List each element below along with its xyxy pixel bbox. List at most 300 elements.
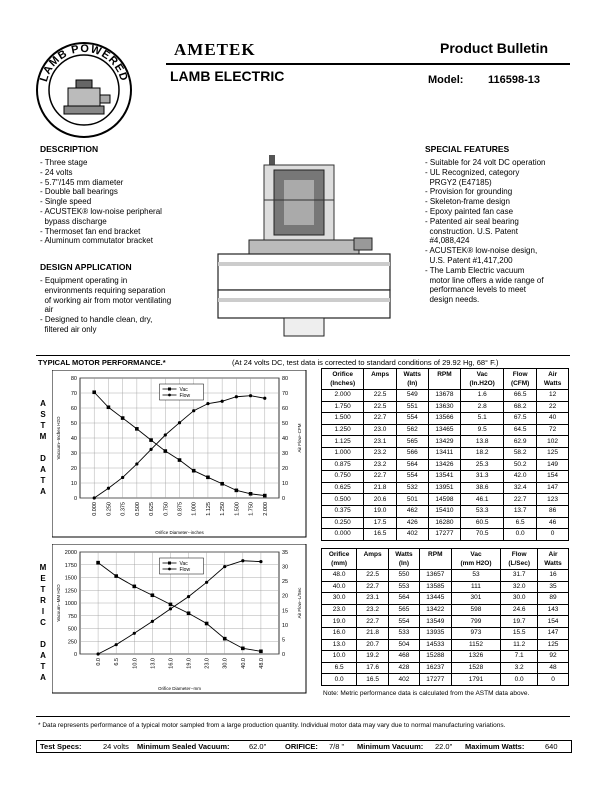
vertical-letter: A <box>40 673 46 682</box>
table-cell: 402 <box>388 674 419 686</box>
y2-tick-label: 0 <box>282 496 286 502</box>
x-tick-label: 16.0 <box>168 658 175 669</box>
vertical-letter: T <box>40 476 46 485</box>
vertical-letter: M <box>39 563 47 572</box>
x-axis-label: Orifice Diameter--inches <box>155 530 204 535</box>
table-cell: 13426 <box>428 459 461 471</box>
x-tick-label: 0.250 <box>106 502 113 516</box>
table-cell: 20.6 <box>364 494 397 506</box>
x-tick-label: 23.0 <box>204 658 211 669</box>
data-point <box>151 593 155 597</box>
y-tick-label: 0 <box>73 496 77 502</box>
table-cell: 0.750 <box>322 471 364 483</box>
table-cell: 35 <box>538 581 569 593</box>
data-point <box>149 448 152 451</box>
table-row <box>322 471 569 483</box>
table-cell: 426 <box>396 517 428 529</box>
data-point <box>187 611 191 615</box>
table-cell: 48.0 <box>322 570 357 582</box>
table-cell: 1.750 <box>322 401 364 413</box>
y-tick-label: 10 <box>70 481 77 487</box>
table-row <box>322 581 569 593</box>
vertical-letter: S <box>40 410 46 419</box>
table-cell: 143 <box>538 604 569 616</box>
x-tick-label: 0.500 <box>134 502 141 516</box>
brand-name: AMETEK <box>174 40 256 59</box>
table-cell: 1.125 <box>322 436 364 448</box>
x-tick-label: 0.625 <box>149 502 156 516</box>
table-row <box>322 436 569 448</box>
table-cell: 554 <box>396 471 428 483</box>
table-cell: 13935 <box>419 627 451 639</box>
table-cell: 504 <box>388 639 419 651</box>
table-cell: 13549 <box>419 616 451 628</box>
table-row <box>322 459 569 471</box>
feature-item: - Epoxy painted fan case <box>425 206 514 216</box>
table-cell: 13.0 <box>322 639 357 651</box>
vertical-letter: A <box>40 651 46 660</box>
table-cell: 532 <box>396 482 428 494</box>
table-row <box>322 517 569 529</box>
vertical-letter: D <box>40 640 46 649</box>
data-point <box>169 607 172 610</box>
table-cell: 19.0 <box>364 505 397 517</box>
table-cell: 23.2 <box>364 447 397 459</box>
application-item: - Designed to handle clean, dry, filtered air only <box>40 315 153 334</box>
description-item: - Three stage <box>40 158 88 167</box>
table-cell: 1528 <box>451 662 501 674</box>
bulletin-title: Product Bulletin <box>440 40 549 56</box>
description-item: - Single speed <box>40 197 92 207</box>
table-row <box>322 639 569 651</box>
vertical-letter: R <box>40 596 46 605</box>
data-point <box>114 574 118 578</box>
table-row <box>322 447 569 459</box>
table-cell: 154 <box>537 471 569 483</box>
header-line: Watts <box>544 560 562 567</box>
table-cell: 16280 <box>428 517 461 529</box>
table-cell: 40 <box>537 413 569 425</box>
table-cell: 147 <box>538 627 569 639</box>
performance-title: TYPICAL MOTOR PERFORMANCE.* <box>38 358 166 367</box>
table-header <box>428 369 461 390</box>
table-cell: 13.7 <box>504 505 537 517</box>
table-cell: 2.8 <box>461 401 504 413</box>
description-item: - ACUSTEK® low-noise peripheral bypass discharge <box>40 206 162 226</box>
data-point <box>164 433 167 436</box>
y-axis-label: Vacuum--MM H2O <box>56 584 61 622</box>
vertical-letter: T <box>40 421 46 430</box>
table-cell: 554 <box>396 413 428 425</box>
y-tick-label: 250 <box>67 639 77 646</box>
table-cell: 13657 <box>419 570 451 582</box>
table-cell: 147 <box>537 482 569 494</box>
description-list <box>40 158 210 246</box>
y2-tick-label: 25 <box>282 579 289 586</box>
table-cell: 6.5 <box>322 662 357 674</box>
y2-tick-label: 35 <box>282 550 289 556</box>
table-cell: 89 <box>538 593 569 605</box>
header-line: Flow <box>512 371 528 378</box>
y-tick-label: 60 <box>70 406 77 412</box>
table-row <box>322 424 569 436</box>
header-line: RPM <box>437 371 452 378</box>
metric-vertical-label <box>38 562 48 683</box>
data-point <box>133 632 136 635</box>
y2-tick-label: 30 <box>282 564 289 571</box>
table-header <box>461 369 504 390</box>
table-cell: 125 <box>537 447 569 459</box>
table-cell: 58.2 <box>504 447 537 459</box>
x-tick-label: 10.0 <box>132 658 139 669</box>
y-tick-label: 70 <box>70 391 77 397</box>
y2-tick-label: 50 <box>282 421 289 427</box>
y2-axis-label: Air Flow--CFM <box>297 423 302 453</box>
table-cell: 551 <box>396 401 428 413</box>
table-cell: 12 <box>537 390 569 402</box>
header-line: Watts <box>403 371 421 378</box>
y2-tick-label: 10 <box>282 481 289 487</box>
table-cell: 564 <box>396 459 428 471</box>
header-line: Watts <box>543 380 562 387</box>
table-cell: 1326 <box>451 651 501 663</box>
table-cell: 30.0 <box>501 593 538 605</box>
table-cell: 22.7 <box>357 581 389 593</box>
table-cell: 0.000 <box>322 529 364 541</box>
table-cell: 22.7 <box>364 413 397 425</box>
table-cell: 19.2 <box>357 651 389 663</box>
table-row <box>322 494 569 506</box>
feature-item: - Suitable for 24 volt DC operation <box>425 158 546 167</box>
table-cell: 23.2 <box>364 459 397 471</box>
table-row <box>322 674 569 686</box>
data-point <box>178 458 182 462</box>
table-row <box>322 505 569 517</box>
table-cell: 86 <box>537 505 569 517</box>
vertical-letter: C <box>40 618 46 627</box>
data-point <box>205 622 209 626</box>
max-watts-label: Maximum Watts: <box>465 742 525 751</box>
table-row <box>322 627 569 639</box>
metric-note: Note: Metric performance data is calculated from the ASTM data above. <box>323 690 530 697</box>
table-cell: 550 <box>388 570 419 582</box>
table-cell: 2.000 <box>322 390 364 402</box>
table-cell: 0.0 <box>322 674 357 686</box>
table-cell: 15.5 <box>501 627 538 639</box>
table-cell: 1.6 <box>461 390 504 402</box>
table-cell: 30.0 <box>322 593 357 605</box>
table-cell: 53 <box>451 570 501 582</box>
table-cell: 68.2 <box>504 401 537 413</box>
table-cell: 1152 <box>451 639 501 651</box>
table-cell: 16.5 <box>364 529 397 541</box>
x-tick-label: 2.000 <box>262 502 269 516</box>
data-point <box>263 494 267 498</box>
data-point <box>223 637 227 641</box>
header-rule <box>166 63 570 65</box>
x-tick-label: 1.000 <box>191 502 198 516</box>
table-row <box>322 604 569 616</box>
y-tick-label: 2000 <box>64 550 77 556</box>
table-header <box>322 549 357 570</box>
lamb-powered-logo <box>34 40 134 140</box>
table-cell: 598 <box>451 604 501 616</box>
data-point <box>135 427 139 431</box>
table-row <box>322 662 569 674</box>
data-point <box>263 397 266 400</box>
table-cell: 554 <box>388 616 419 628</box>
table-cell: 565 <box>396 436 428 448</box>
legend-marker <box>168 394 171 397</box>
legend-label: Flow <box>179 393 191 399</box>
table-cell: 6.5 <box>504 517 537 529</box>
x-tick-label: 0.0 <box>96 658 103 666</box>
division-name: LAMB ELECTRIC <box>170 68 285 84</box>
vertical-letter: T <box>40 585 46 594</box>
y-tick-label: 20 <box>70 466 77 472</box>
table-cell: 48 <box>538 662 569 674</box>
table-cell: 23.0 <box>322 604 357 616</box>
table-header <box>504 369 537 390</box>
x-tick-label: 1.500 <box>234 502 241 516</box>
table-cell: 501 <box>396 494 428 506</box>
y2-tick-label: 30 <box>282 451 289 457</box>
table-cell: 0.875 <box>322 459 364 471</box>
header-line: Air <box>548 551 558 558</box>
vertical-letter: M <box>39 432 47 441</box>
table-header <box>419 549 451 570</box>
y-tick-label: 1750 <box>64 562 77 569</box>
legend-marker <box>168 568 171 571</box>
table-cell: 22.7 <box>364 471 397 483</box>
x-axis-label: Orifice Diameter--mm <box>157 686 202 691</box>
table-cell: 9.5 <box>461 424 504 436</box>
section-rule <box>36 355 570 356</box>
data-point <box>96 561 100 565</box>
y2-axis-label: Air Flow--L/Sec <box>297 587 302 619</box>
legend-label: Vac <box>179 387 188 393</box>
orifice-value: 7/8 " <box>329 742 345 751</box>
x-tick-label: 0.000 <box>92 502 99 516</box>
feature-item: - ACUSTEK® low-noise design, U.S. Patent #1,417,200 <box>425 246 538 265</box>
table-header <box>396 369 428 390</box>
min-vacuum-label: Minimum Vacuum: <box>357 742 424 751</box>
x-tick-label: 40.0 <box>240 658 247 669</box>
table-row <box>322 570 569 582</box>
model-label: Model: <box>428 74 464 86</box>
table-cell: 31.7 <box>501 570 538 582</box>
application-item: - Equipment operating in environments requiring separation of working air from motor ventilating air <box>40 276 172 315</box>
table-cell: 13566 <box>428 413 461 425</box>
table-cell: 22.5 <box>364 401 397 413</box>
max-watts-value: 640 <box>545 742 558 751</box>
y-tick-label: 1250 <box>64 588 77 595</box>
y2-tick-label: 80 <box>282 376 289 382</box>
test-specs-value: 24 volts <box>103 742 129 751</box>
data-point <box>192 469 196 473</box>
table-row <box>322 390 569 402</box>
data-point <box>132 585 136 589</box>
table-cell: 19.7 <box>501 616 538 628</box>
vertical-letter: T <box>40 662 46 671</box>
metric-chart <box>52 544 307 694</box>
x-tick-label: 48.0 <box>258 658 265 669</box>
table-cell: 0.0 <box>504 529 537 541</box>
data-point <box>259 649 263 653</box>
orifice-label: ORIFICE: <box>285 742 318 751</box>
header-line: (L/Sec) <box>508 560 530 567</box>
y2-tick-label: 20 <box>282 593 289 600</box>
table-cell: 0.500 <box>322 494 364 506</box>
table-cell: 10.0 <box>322 651 357 663</box>
data-point <box>178 421 181 424</box>
feature-item: - UL Recognized, category PRGY2 (E47185) <box>425 167 520 187</box>
data-point <box>121 476 124 479</box>
footnote-rule <box>36 716 570 717</box>
y-tick-label: 500 <box>67 626 77 633</box>
feature-item: - Provision for grounding <box>425 187 513 197</box>
data-point <box>96 652 99 655</box>
table-cell: 402 <box>396 529 428 541</box>
table-cell: 468 <box>388 651 419 663</box>
y-tick-label: 80 <box>70 376 77 382</box>
table-cell: 13541 <box>428 471 461 483</box>
data-point <box>206 476 210 480</box>
table-row <box>322 529 569 541</box>
table-cell: 13429 <box>428 436 461 448</box>
table-cell: 149 <box>537 459 569 471</box>
description-item: - Aluminum commutator bracket <box>40 236 153 246</box>
y2-tick-label: 15 <box>282 608 289 615</box>
table-cell: 5.1 <box>461 413 504 425</box>
table-cell: 565 <box>388 604 419 616</box>
table-cell: 53.3 <box>461 505 504 517</box>
table-cell: 13422 <box>419 604 451 616</box>
data-point <box>241 559 244 562</box>
table-cell: 1.250 <box>322 424 364 436</box>
legend-label: Flow <box>179 567 191 573</box>
header-line: Watts <box>395 551 413 558</box>
table-cell: 428 <box>388 662 419 674</box>
vertical-letter: A <box>40 487 46 496</box>
model-value: 116598-13 <box>488 74 540 86</box>
table-cell: 92 <box>538 651 569 663</box>
header-line: (Inches) <box>330 380 356 387</box>
table-cell: 13630 <box>428 401 461 413</box>
table-cell: 13411 <box>428 447 461 459</box>
header-line: Vac <box>476 371 488 378</box>
table-cell: 32.4 <box>504 482 537 494</box>
data-point <box>163 449 167 453</box>
table-cell: 22.7 <box>357 616 389 628</box>
table-cell: 17277 <box>419 674 451 686</box>
header-line: (mm H2O) <box>460 560 492 567</box>
table-cell: 16.5 <box>357 674 389 686</box>
features-title: SPECIAL FEATURES <box>425 144 510 154</box>
table-cell: 50.2 <box>504 459 537 471</box>
data-point <box>206 402 209 405</box>
table-cell: 23.0 <box>364 424 397 436</box>
y-tick-label: 1500 <box>64 575 77 582</box>
data-point <box>249 492 253 496</box>
vertical-letter: A <box>40 465 46 474</box>
astm-vertical-label <box>38 398 48 497</box>
table-row <box>322 482 569 494</box>
header-line: Orifice <box>332 371 353 378</box>
table-cell: 42.0 <box>504 471 537 483</box>
features-list <box>425 158 585 305</box>
performance-subtitle: (At 24 volts DC, test data is corrected to standard conditions of 29.92 Hg, 68° F.) <box>232 358 499 367</box>
header-line: (In) <box>398 560 409 567</box>
table-cell: 23.1 <box>364 436 397 448</box>
table-cell: 125 <box>538 639 569 651</box>
badge-text: LAMB POWERED <box>37 42 131 84</box>
table-cell: 24.6 <box>501 604 538 616</box>
table-cell: 13951 <box>428 482 461 494</box>
table-cell: 17277 <box>428 529 461 541</box>
table-cell: 0 <box>538 674 569 686</box>
vertical-letter: D <box>40 454 46 463</box>
table-cell: 549 <box>396 390 428 402</box>
data-point <box>121 416 125 420</box>
description-item: - 5.7"/145 mm diameter <box>40 177 124 187</box>
data-point <box>107 405 111 409</box>
table-cell: 533 <box>388 627 419 639</box>
x-tick-label: 19.0 <box>186 658 193 669</box>
table-cell: 15288 <box>419 651 451 663</box>
table-cell: 17.5 <box>364 517 397 529</box>
table-cell: 21.8 <box>364 482 397 494</box>
vertical-letter <box>38 628 48 639</box>
data-point <box>135 462 138 465</box>
table-cell: 13585 <box>419 581 451 593</box>
table-cell: 46.1 <box>461 494 504 506</box>
table-cell: 13.8 <box>461 436 504 448</box>
table-header <box>451 549 501 570</box>
table-header <box>537 369 569 390</box>
table-header <box>388 549 419 570</box>
table-header <box>357 549 389 570</box>
header-line: Vac <box>470 551 482 558</box>
table-cell: 67.5 <box>504 413 537 425</box>
table-cell: 22.5 <box>357 570 389 582</box>
table-cell: 32.0 <box>501 581 538 593</box>
header-line: RPM <box>428 551 443 558</box>
table-cell: 799 <box>451 616 501 628</box>
data-point <box>221 400 224 403</box>
table-row <box>322 413 569 425</box>
table-cell: 23.1 <box>357 593 389 605</box>
table-cell: 14533 <box>419 639 451 651</box>
vertical-letter <box>38 442 48 453</box>
y-tick-label: 750 <box>67 613 77 620</box>
header-line: (In.H2O) <box>469 380 495 387</box>
y2-tick-label: 5 <box>282 637 286 644</box>
table-cell: 1791 <box>451 674 501 686</box>
motor-photo <box>214 140 394 340</box>
data-point <box>205 581 208 584</box>
table-cell: 62.9 <box>504 436 537 448</box>
table-cell: 16.0 <box>322 627 357 639</box>
data-point <box>235 395 238 398</box>
table-cell: 22.7 <box>504 494 537 506</box>
table-row <box>322 616 569 628</box>
data-point <box>259 560 262 563</box>
table-cell: 301 <box>451 593 501 605</box>
table-cell: 1.500 <box>322 413 364 425</box>
header-line <box>359 559 386 568</box>
y2-tick-label: 0 <box>282 652 286 658</box>
